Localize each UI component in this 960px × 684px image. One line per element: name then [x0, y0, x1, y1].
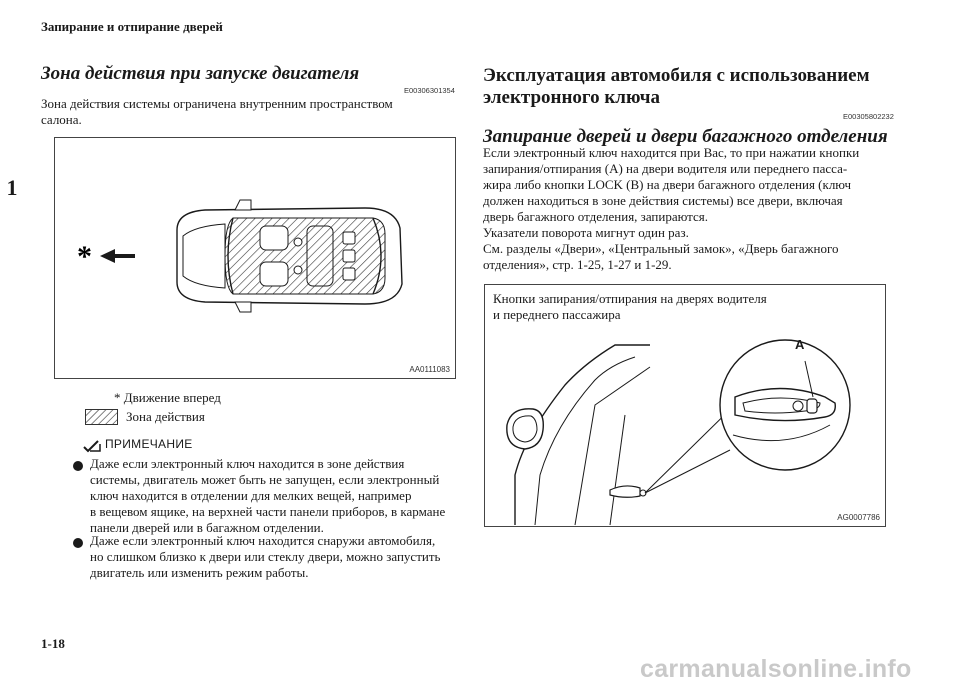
label-a: A [795, 337, 805, 352]
note-item [90, 533, 470, 581]
watermark: carmanualsonline.info [640, 655, 912, 683]
forward-arrow-icon [100, 249, 135, 263]
legend-asterisk-item: * Движение вперед [114, 390, 221, 405]
figure-caption-line: и переднего пассажира [493, 307, 621, 322]
seat-front-left [260, 226, 288, 250]
note-title: ПРИМЕЧАНИЕ [105, 437, 193, 451]
page-header-section-title: Запирание и отпирание дверей [41, 19, 223, 34]
chapter-tab [0, 165, 24, 210]
right-paragraph-line: жира либо кнопки LOCK (B) на двери багажного отделения (ключ [483, 177, 852, 192]
right-heading [483, 65, 870, 109]
window-line [535, 357, 635, 525]
note-line: двигатель или изменить режим работы. [90, 565, 309, 580]
figure-caption-line: Кнопки запирания/отпирания на дверях водителя [493, 291, 767, 306]
note-bullet [73, 461, 83, 471]
right-paragraph-line: Указатели поворота мигнут один раз. [483, 225, 689, 240]
door-illustration [485, 285, 885, 526]
note-line: ключ находится в отделении для мелких вещей, например [90, 488, 412, 503]
mirror-left-icon [235, 200, 251, 210]
figure-code: AG0007786 [837, 513, 880, 522]
right-heading-line: Эксплуатация автомобиля с использованием [483, 65, 870, 86]
right-heading-code: E00305802232 [843, 112, 894, 121]
seat-front-right [260, 262, 288, 286]
note-icon [82, 439, 102, 453]
right-paragraph-line: должен находиться в зоне действия системы) все двери, включая [483, 193, 843, 208]
note-line: панели дверей или в багажном отделении. [90, 520, 324, 535]
note-line: в вещевом ящике, на верхней части панели приборов, в кармане [90, 504, 446, 519]
note-line: Даже если электронный ключ находится в зоне действия [90, 456, 405, 471]
cargo-square-icon [343, 232, 355, 244]
right-paragraph [483, 145, 903, 273]
right-paragraph-line: отделения», стр. 1-25, 1-27 и 1-29. [483, 257, 672, 272]
chapter-number: 1 [6, 174, 18, 200]
page-number: 1-18 [41, 636, 65, 651]
operating-zone-figure [54, 137, 456, 379]
right-paragraph-line: дверь багажного отделения, запираются. [483, 209, 708, 224]
lock-unlock-button-a [807, 399, 817, 413]
legend-zone-item: Зона действия [126, 409, 205, 424]
cargo-square-icon [343, 268, 355, 280]
left-heading-code: E00306301354 [404, 86, 455, 95]
hatch-swatch-icon [85, 409, 118, 425]
left-paragraph [41, 96, 461, 128]
note-bullet [73, 538, 83, 548]
right-subheading: Запирание дверей и двери багажного отделения [483, 126, 888, 147]
operating-zone-area [225, 218, 385, 294]
note-line: Даже если электронный ключ находится снаружи автомобиля, [90, 533, 436, 548]
console-knob-icon [294, 238, 302, 246]
right-paragraph-line: запирания/отпирания (A) на двери водителя или переднего пасса- [483, 161, 848, 176]
key-cylinder-icon [793, 401, 803, 411]
right-heading-line: электронного ключа [483, 87, 660, 108]
figure-code: AA0111083 [409, 365, 450, 374]
asterisk-marker: * [77, 240, 92, 273]
door-handle-figure [484, 284, 886, 527]
right-paragraph-line: См. разделы «Двери», «Центральный замок», «Дверь багажного [483, 241, 839, 256]
door-seam-line [610, 415, 625, 525]
note-line: но слишком близко к двери или стеклу двери, можно запустить [90, 549, 441, 564]
left-paragraph-line: салона. [41, 112, 82, 127]
cargo-square-icon [343, 250, 355, 262]
left-paragraph-line: Зона действия системы ограничена внутренним пространством [41, 96, 393, 111]
mirror-right-icon [235, 302, 251, 312]
car-top-view-illustration [55, 138, 455, 378]
note-line: системы, двигатель может быть не запущен, если электронный [90, 472, 440, 487]
zoom-line [645, 450, 730, 493]
console-knob-icon [294, 266, 302, 274]
right-paragraph-line: Если электронный ключ находится при Вас, то при нажатии кнопки [483, 145, 860, 160]
side-mirror-icon [507, 409, 543, 449]
note-item [90, 456, 470, 536]
left-heading: Зона действия при запуске двигателя [41, 63, 360, 84]
door-handle-small-icon [610, 486, 640, 497]
